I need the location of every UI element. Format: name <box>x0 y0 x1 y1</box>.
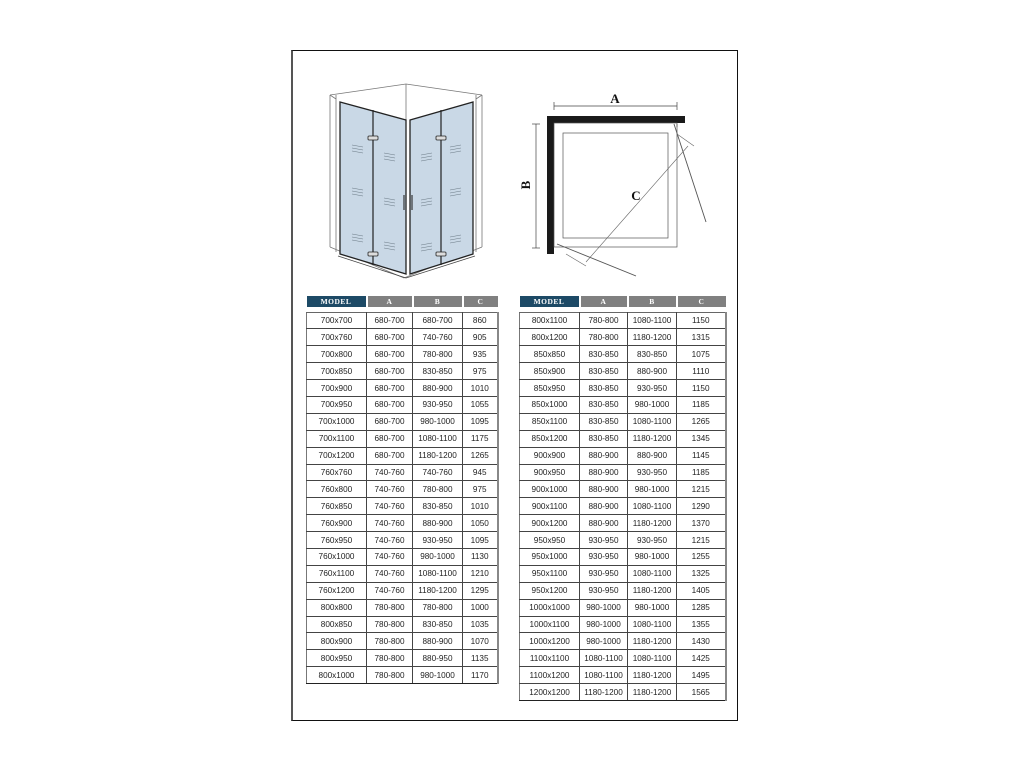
cell-b: 980-1000 <box>413 548 463 565</box>
cell-a: 980-1000 <box>580 616 628 633</box>
table-row <box>307 430 498 447</box>
cell-c: 1495 <box>677 667 726 684</box>
cell-b: 780-800 <box>413 481 463 498</box>
cell-b: 930-950 <box>628 464 677 481</box>
cell-b: 880-900 <box>628 363 677 380</box>
header-b: B <box>628 296 677 307</box>
cell-a: 930-950 <box>580 532 628 549</box>
table-row <box>307 363 498 380</box>
table-row <box>307 548 498 565</box>
header-c: C <box>463 296 498 307</box>
cell-c: 1405 <box>677 582 726 599</box>
cell-model: 950x950 <box>520 532 580 549</box>
header-b: B <box>413 296 463 307</box>
table-row <box>520 430 726 447</box>
cell-c: 1265 <box>463 447 498 464</box>
cell-model: 1100x1100 <box>520 650 580 667</box>
cell-model: 850x1000 <box>520 396 580 413</box>
cell-a: 780-800 <box>580 329 628 346</box>
cell-c: 1055 <box>463 396 498 413</box>
cell-b: 930-950 <box>413 532 463 549</box>
table-header-row <box>520 296 726 307</box>
cell-model: 800x1100 <box>520 312 580 329</box>
cell-c: 1130 <box>463 548 498 565</box>
cell-c: 975 <box>463 481 498 498</box>
table-row <box>307 667 498 684</box>
header-a: A <box>580 296 628 307</box>
table-row <box>520 515 726 532</box>
cell-a: 930-950 <box>580 548 628 565</box>
cell-model: 700x1200 <box>307 447 367 464</box>
cell-a: 980-1000 <box>580 633 628 650</box>
table-row <box>307 565 498 582</box>
cell-model: 900x1000 <box>520 481 580 498</box>
cell-c: 1565 <box>677 684 726 701</box>
cell-a: 680-700 <box>367 346 413 363</box>
cell-model: 760x800 <box>307 481 367 498</box>
cell-a: 880-900 <box>580 481 628 498</box>
cell-c: 1150 <box>677 312 726 329</box>
table-row <box>307 498 498 515</box>
cell-b: 980-1000 <box>413 413 463 430</box>
cell-c: 1425 <box>677 650 726 667</box>
table-row <box>520 380 726 397</box>
cell-b: 930-950 <box>628 532 677 549</box>
cell-a: 680-700 <box>367 396 413 413</box>
cell-b: 780-800 <box>413 346 463 363</box>
cell-b: 1080-1100 <box>628 650 677 667</box>
cell-model: 700x900 <box>307 380 367 397</box>
table-row <box>520 312 726 329</box>
table-row <box>307 582 498 599</box>
cell-c: 1430 <box>677 633 726 650</box>
cell-c: 1210 <box>463 565 498 582</box>
table-row <box>520 633 726 650</box>
table-row <box>307 413 498 430</box>
cell-b: 680-700 <box>413 312 463 329</box>
table-row <box>307 329 498 346</box>
cell-a: 780-800 <box>367 667 413 684</box>
table-row <box>307 599 498 616</box>
dimension-label-b: B <box>518 180 533 190</box>
cell-a: 830-850 <box>580 430 628 447</box>
header-model: MODEL <box>520 296 580 307</box>
size-table-left <box>306 296 499 684</box>
cell-a: 980-1000 <box>580 599 628 616</box>
cell-b: 1180-1200 <box>413 582 463 599</box>
cell-b: 980-1000 <box>628 481 677 498</box>
table-row <box>307 481 498 498</box>
cell-a: 830-850 <box>580 363 628 380</box>
table-row <box>307 464 498 481</box>
cell-model: 1000x1200 <box>520 633 580 650</box>
table-row <box>307 346 498 363</box>
cell-a: 740-760 <box>367 498 413 515</box>
cell-b: 1080-1100 <box>628 312 677 329</box>
cell-model: 800x900 <box>307 633 367 650</box>
cell-model: 700x700 <box>307 312 367 329</box>
cell-a: 780-800 <box>367 650 413 667</box>
cell-model: 900x950 <box>520 464 580 481</box>
cell-b: 1180-1200 <box>628 515 677 532</box>
cell-a: 780-800 <box>367 633 413 650</box>
cell-c: 1255 <box>677 548 726 565</box>
size-table-right <box>519 296 727 701</box>
cell-model: 700x760 <box>307 329 367 346</box>
cell-a: 680-700 <box>367 380 413 397</box>
cell-model: 850x850 <box>520 346 580 363</box>
cell-model: 800x950 <box>307 650 367 667</box>
cell-a: 780-800 <box>580 312 628 329</box>
table-row <box>307 447 498 464</box>
cell-a: 740-760 <box>367 481 413 498</box>
cell-b: 880-900 <box>413 515 463 532</box>
cell-a: 740-760 <box>367 464 413 481</box>
cell-model: 950x1100 <box>520 565 580 582</box>
cell-b: 830-850 <box>628 346 677 363</box>
cell-model: 800x850 <box>307 616 367 633</box>
cell-a: 880-900 <box>580 515 628 532</box>
table-row <box>307 515 498 532</box>
table-row <box>520 447 726 464</box>
cell-model: 760x950 <box>307 532 367 549</box>
table-row <box>520 363 726 380</box>
cell-b: 930-950 <box>413 396 463 413</box>
cell-c: 1215 <box>677 532 726 549</box>
cell-b: 1180-1200 <box>628 430 677 447</box>
cell-a: 680-700 <box>367 312 413 329</box>
cell-c: 1135 <box>463 650 498 667</box>
dimension-label-a: A <box>610 91 620 106</box>
table-header-row <box>307 296 498 307</box>
cell-c: 1010 <box>463 498 498 515</box>
cell-b: 830-850 <box>413 616 463 633</box>
cell-model: 1000x1000 <box>520 599 580 616</box>
cell-b: 1080-1100 <box>628 413 677 430</box>
table-row <box>520 684 726 701</box>
table-row <box>520 413 726 430</box>
cell-b: 1080-1100 <box>413 565 463 582</box>
cell-c: 1215 <box>677 481 726 498</box>
cell-c: 1145 <box>677 447 726 464</box>
cell-c: 935 <box>463 346 498 363</box>
cell-a: 680-700 <box>367 413 413 430</box>
cell-model: 850x1100 <box>520 413 580 430</box>
cell-b: 1180-1200 <box>628 633 677 650</box>
table-row <box>520 599 726 616</box>
cell-model: 760x1000 <box>307 548 367 565</box>
cell-a: 680-700 <box>367 430 413 447</box>
cell-model: 760x1100 <box>307 565 367 582</box>
cell-model: 760x850 <box>307 498 367 515</box>
cell-a: 830-850 <box>580 380 628 397</box>
cell-c: 860 <box>463 312 498 329</box>
cell-a: 880-900 <box>580 498 628 515</box>
cell-b: 1080-1100 <box>628 616 677 633</box>
cell-b: 930-950 <box>628 380 677 397</box>
cell-model: 700x950 <box>307 396 367 413</box>
cell-b: 1180-1200 <box>628 667 677 684</box>
dimension-label-c: C <box>631 188 641 203</box>
cell-model: 900x900 <box>520 447 580 464</box>
table-row <box>520 650 726 667</box>
cell-model: 900x1100 <box>520 498 580 515</box>
cell-c: 1075 <box>677 346 726 363</box>
cell-b: 980-1000 <box>628 396 677 413</box>
cell-b: 980-1000 <box>628 548 677 565</box>
cell-a: 740-760 <box>367 582 413 599</box>
cell-a: 780-800 <box>367 616 413 633</box>
cell-b: 1180-1200 <box>413 447 463 464</box>
table-row <box>520 532 726 549</box>
cell-b: 740-760 <box>413 329 463 346</box>
cell-c: 1070 <box>463 633 498 650</box>
cell-b: 980-1000 <box>413 667 463 684</box>
cell-c: 1295 <box>463 582 498 599</box>
table-row <box>307 616 498 633</box>
cell-b: 880-950 <box>413 650 463 667</box>
cell-a: 880-900 <box>580 464 628 481</box>
cell-model: 900x1200 <box>520 515 580 532</box>
cell-c: 1185 <box>677 396 726 413</box>
cell-model: 1200x1200 <box>520 684 580 701</box>
cell-a: 1080-1100 <box>580 667 628 684</box>
cell-model: 950x1200 <box>520 582 580 599</box>
cell-model: 700x800 <box>307 346 367 363</box>
cell-c: 905 <box>463 329 498 346</box>
table-row <box>307 633 498 650</box>
cell-model: 700x1100 <box>307 430 367 447</box>
cell-a: 780-800 <box>367 599 413 616</box>
cell-a: 740-760 <box>367 548 413 565</box>
table-row <box>307 396 498 413</box>
table-row <box>520 667 726 684</box>
cell-model: 800x1000 <box>307 667 367 684</box>
cell-b: 880-900 <box>413 633 463 650</box>
cell-b: 1080-1100 <box>413 430 463 447</box>
cell-b: 830-850 <box>413 498 463 515</box>
table-row <box>520 616 726 633</box>
cell-c: 1095 <box>463 532 498 549</box>
cell-model: 700x850 <box>307 363 367 380</box>
cell-c: 1370 <box>677 515 726 532</box>
cell-a: 740-760 <box>367 565 413 582</box>
table-row <box>520 346 726 363</box>
cell-model: 800x800 <box>307 599 367 616</box>
cell-model: 850x900 <box>520 363 580 380</box>
cell-c: 1285 <box>677 599 726 616</box>
cell-a: 1080-1100 <box>580 650 628 667</box>
table-row <box>520 565 726 582</box>
cell-a: 930-950 <box>580 582 628 599</box>
cell-b: 1180-1200 <box>628 329 677 346</box>
shower-plan-dimension-diagram <box>512 82 732 278</box>
cell-c: 1345 <box>677 430 726 447</box>
cell-c: 1110 <box>677 363 726 380</box>
cell-model: 760x900 <box>307 515 367 532</box>
cell-model: 700x1000 <box>307 413 367 430</box>
cell-model: 1000x1100 <box>520 616 580 633</box>
table-row <box>520 481 726 498</box>
table-row <box>307 650 498 667</box>
table-row <box>307 380 498 397</box>
cell-model: 1100x1200 <box>520 667 580 684</box>
header-a: A <box>367 296 413 307</box>
cell-b: 740-760 <box>413 464 463 481</box>
table-row <box>520 329 726 346</box>
cell-c: 1170 <box>463 667 498 684</box>
cell-a: 740-760 <box>367 515 413 532</box>
cell-b: 1080-1100 <box>628 565 677 582</box>
cell-a: 930-950 <box>580 565 628 582</box>
cell-a: 830-850 <box>580 346 628 363</box>
cell-model: 760x1200 <box>307 582 367 599</box>
header-c: C <box>677 296 726 307</box>
header-model: MODEL <box>307 296 367 307</box>
cell-b: 1080-1100 <box>628 498 677 515</box>
cell-b: 1180-1200 <box>628 684 677 701</box>
cell-c: 1355 <box>677 616 726 633</box>
cell-c: 1000 <box>463 599 498 616</box>
cell-c: 1185 <box>677 464 726 481</box>
table-row <box>307 312 498 329</box>
cell-b: 780-800 <box>413 599 463 616</box>
cell-model: 800x1200 <box>520 329 580 346</box>
table-row <box>520 464 726 481</box>
cell-c: 1265 <box>677 413 726 430</box>
cell-model: 850x950 <box>520 380 580 397</box>
cell-c: 1315 <box>677 329 726 346</box>
cell-c: 1095 <box>463 413 498 430</box>
cell-a: 830-850 <box>580 413 628 430</box>
cell-b: 880-900 <box>628 447 677 464</box>
cell-model: 760x760 <box>307 464 367 481</box>
cell-c: 1035 <box>463 616 498 633</box>
table-row <box>520 498 726 515</box>
table-row <box>520 396 726 413</box>
cell-a: 680-700 <box>367 329 413 346</box>
cell-c: 1290 <box>677 498 726 515</box>
cell-c: 1175 <box>463 430 498 447</box>
cell-model: 850x1200 <box>520 430 580 447</box>
cell-b: 1180-1200 <box>628 582 677 599</box>
cell-c: 945 <box>463 464 498 481</box>
cell-b: 830-850 <box>413 363 463 380</box>
cell-c: 1010 <box>463 380 498 397</box>
cell-a: 830-850 <box>580 396 628 413</box>
cell-c: 1150 <box>677 380 726 397</box>
cell-b: 880-900 <box>413 380 463 397</box>
cell-a: 1180-1200 <box>580 684 628 701</box>
cell-c: 1050 <box>463 515 498 532</box>
cell-a: 680-700 <box>367 447 413 464</box>
table-row <box>520 548 726 565</box>
cell-a: 880-900 <box>580 447 628 464</box>
cell-c: 975 <box>463 363 498 380</box>
cell-c: 1325 <box>677 565 726 582</box>
cell-a: 740-760 <box>367 532 413 549</box>
cell-a: 680-700 <box>367 363 413 380</box>
cell-b: 980-1000 <box>628 599 677 616</box>
cell-model: 950x1000 <box>520 548 580 565</box>
table-row <box>520 582 726 599</box>
shower-enclosure-isometric-illustration <box>328 82 488 282</box>
table-row <box>307 532 498 549</box>
